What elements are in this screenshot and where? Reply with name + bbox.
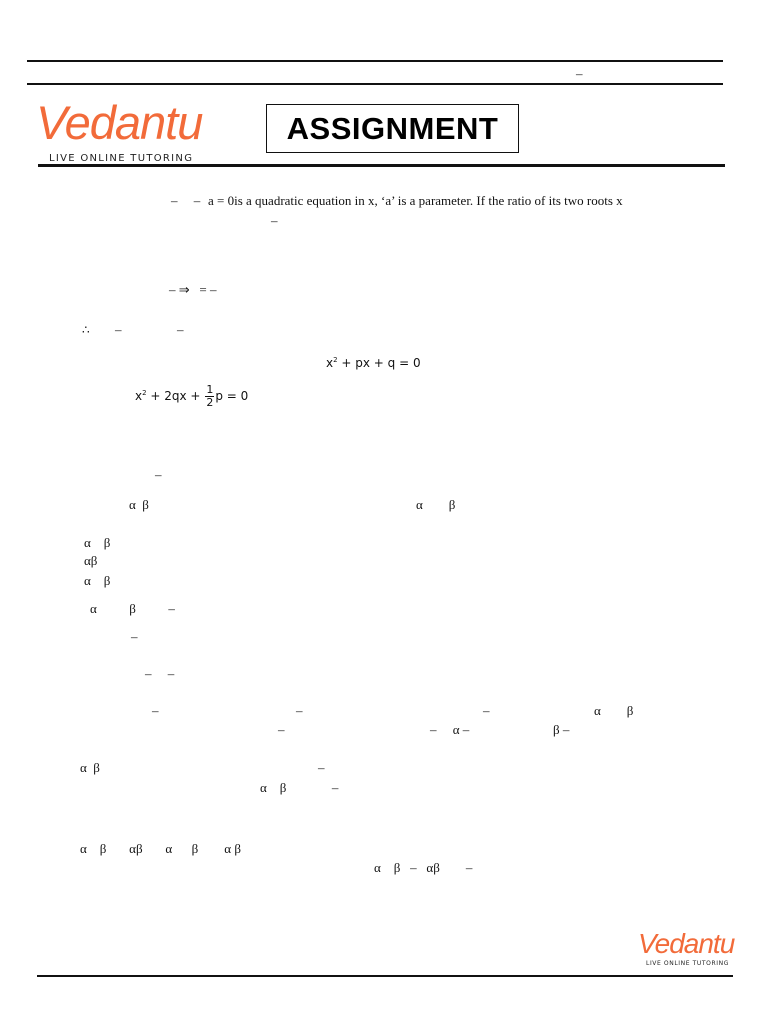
assignment-title: ASSIGNMENT: [286, 110, 499, 146]
line-4-dash-a: –: [115, 322, 122, 337]
line-1-dashes: – –: [171, 193, 201, 208]
eq2-fraction: [205, 384, 214, 409]
line-12: – –: [145, 666, 175, 681]
line-1-text: a = 0is a quadratic equation in x, ‘a’ is a parameter. If the ratio of its two roots x: [208, 193, 623, 208]
line-9: α β: [84, 573, 111, 588]
eq1-exp: 2: [333, 356, 338, 364]
assignment-title-box: [266, 104, 519, 153]
footer-vedantu-logo: Vedantu: [638, 928, 735, 959]
line-8: αβ: [84, 553, 98, 568]
footer-logo-tagline: LIVE ONLINE TUTORING: [646, 960, 729, 967]
line-13-b: –: [296, 703, 303, 718]
line-13-c: –: [483, 703, 490, 718]
line-7: α β: [84, 535, 111, 550]
line-17: α β αβ α β α β: [80, 841, 241, 856]
line-13-a: –: [152, 703, 159, 718]
footer-rule: [37, 975, 733, 977]
line-4-therefore: ∴: [82, 323, 90, 337]
eq2-den: 2: [206, 396, 214, 409]
equation-1: [326, 353, 421, 371]
line-15-a: α β: [80, 760, 100, 775]
line-14-c: β –: [553, 722, 570, 737]
line-3: – ⇒ = –: [169, 282, 217, 297]
line-14-b: – α –: [430, 722, 470, 737]
line-14-a: –: [278, 722, 285, 737]
line-5: –: [155, 467, 162, 482]
equation-2: [135, 378, 248, 411]
line-15-b: –: [318, 760, 325, 775]
eq2-mid: + 2qx +: [146, 389, 205, 403]
title-underline-rule: [38, 164, 725, 167]
header-dash: –: [576, 66, 583, 81]
line-11: –: [131, 629, 138, 644]
header-top-rule: [27, 60, 723, 62]
eq1-base: x: [326, 356, 334, 370]
eq2-rest: p = 0: [215, 389, 249, 403]
line-16: α β –: [260, 780, 339, 795]
eq2-exp: 2: [142, 389, 147, 397]
line-6-b: α β: [416, 497, 456, 512]
vedantu-logo: Vedantu: [36, 96, 203, 149]
line-2: –: [271, 213, 278, 228]
header-bottom-rule: [27, 83, 723, 85]
line-6-a: α β: [129, 497, 149, 512]
line-10: α β –: [90, 601, 175, 616]
line-4-dash-b: –: [177, 322, 184, 337]
line-13-d: α β: [594, 703, 634, 718]
eq2-base: x: [135, 389, 143, 403]
eq2-num: 1: [206, 383, 214, 396]
line-18: α β – αβ –: [374, 860, 473, 875]
eq1-rest: + px + q = 0: [337, 356, 421, 370]
logo-tagline: LIVE ONLINE TUTORING: [49, 153, 194, 164]
